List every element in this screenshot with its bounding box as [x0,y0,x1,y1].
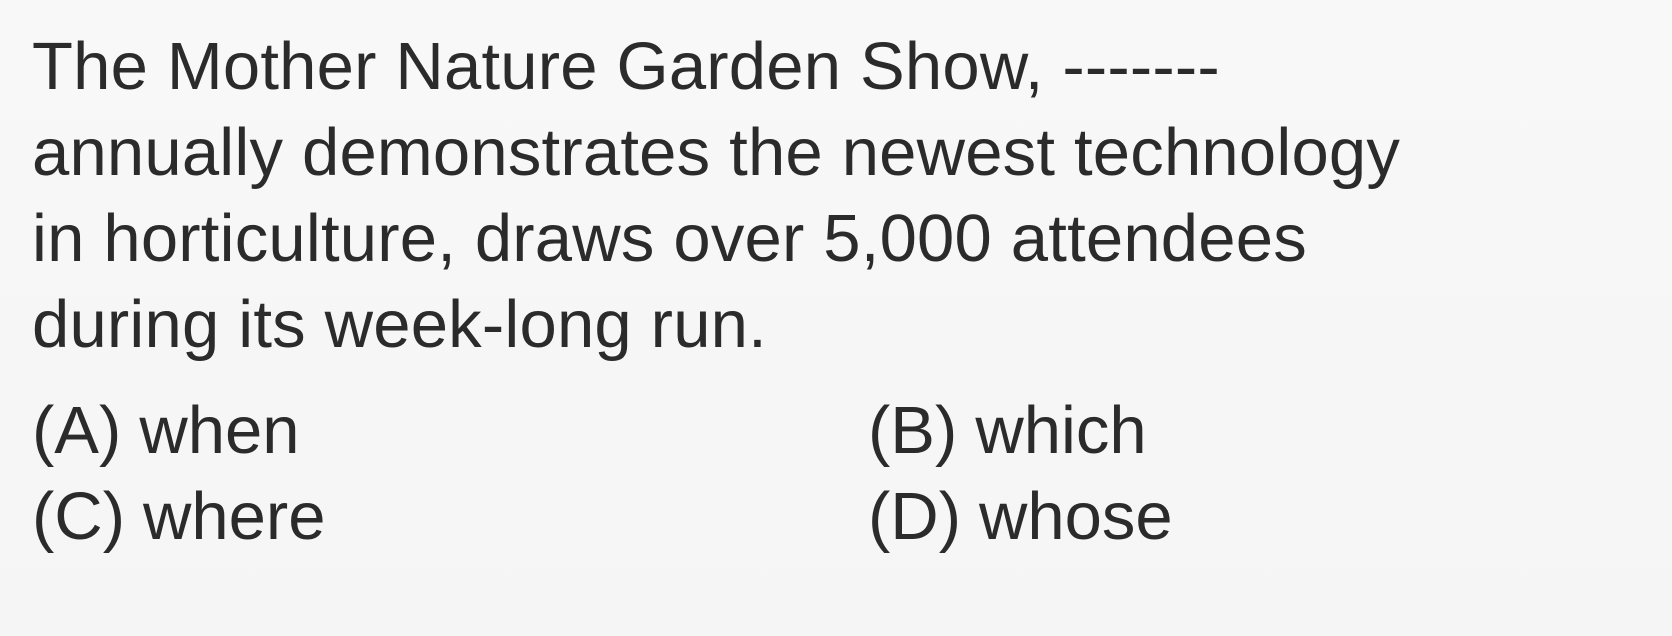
option-b-letter: (B) [868,393,958,468]
option-a-letter: (A) [32,393,122,468]
option-c-text: where [143,479,326,554]
question-line-4: during its week-long run. [32,287,767,362]
option-a-text: when [139,393,300,468]
question-line-2: annually demonstrates the newest technology [32,115,1401,190]
answer-option-b[interactable] [868,388,1147,474]
answer-option-d[interactable] [868,474,1173,560]
option-d-letter: (D) [868,479,962,554]
option-b-text: which [975,393,1147,468]
question-stem [32,24,1632,368]
option-d-text: whose [979,479,1173,554]
answer-option-c[interactable] [32,474,326,560]
question-line-3: in horticulture, draws over 5,000 attendees [32,201,1307,276]
option-c-letter: (C) [32,479,126,554]
answer-option-a[interactable] [32,388,299,474]
question-line-1: The Mother Nature Garden Show, ------- [32,29,1220,104]
